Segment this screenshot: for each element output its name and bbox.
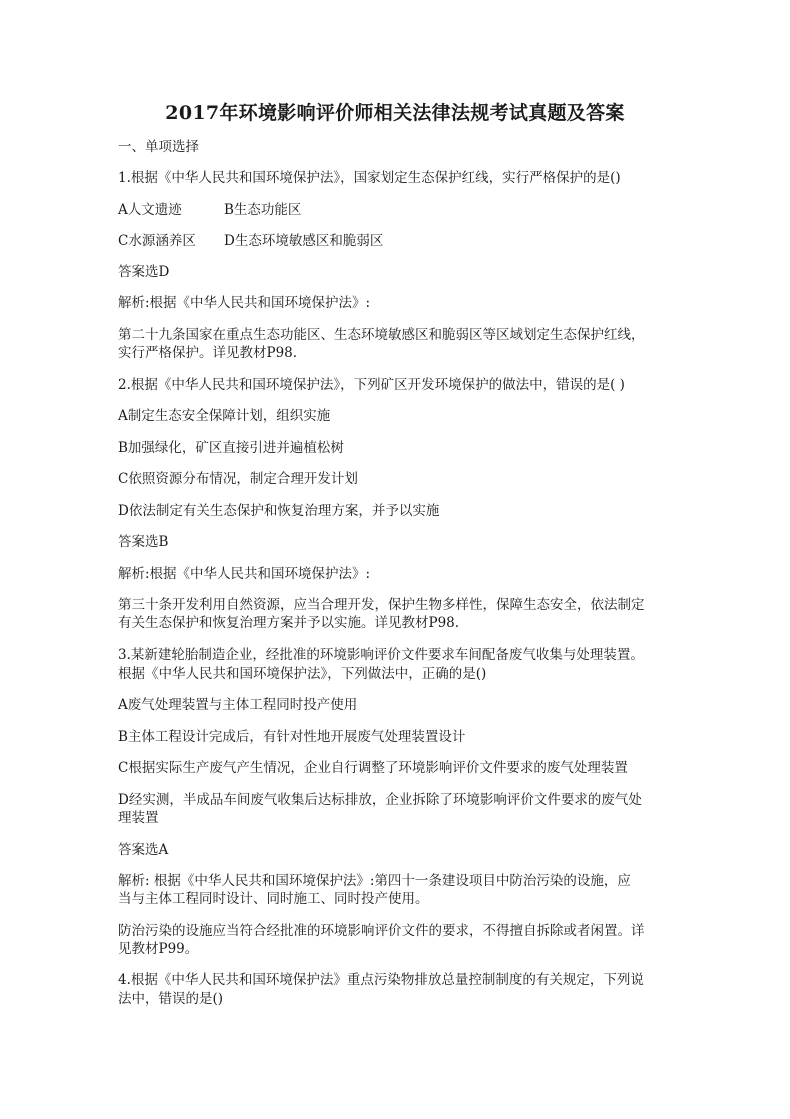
q2-stem: 2.根据《中华人民共和国环境保护法》，下列矿区开发环境保护的做法中，错误的是( )	[118, 377, 625, 393]
q2-answer: 答案选B	[118, 534, 169, 550]
section-heading: 一、单项选择	[118, 139, 199, 155]
q1-option-b: B生态功能区	[224, 202, 302, 218]
q2-explanation-line1: 第三十条开发利用自然资源，应当合理开发，保护生物多样性，保障生态安全，依法制定	[118, 597, 645, 613]
q2-option-b: B加强绿化，矿区直接引进并遍植松树	[118, 440, 344, 456]
q3-option-c: C根据实际生产废气产生情况，企业自行调整了环境影响评价文件要求的废气处理装置	[118, 760, 628, 776]
q1-option-d: D生态环境敏感区和脆弱区	[224, 233, 384, 249]
q1-stem: 1.根据《中华人民共和国环境保护法》，国家划定生态保护红线，实行严格保护的是()	[118, 170, 621, 186]
q3-option-d-line1: D经实测，半成品车间废气收集后达标排放，企业拆除了环境影响评价文件要求的废气处	[118, 792, 642, 808]
document-title: 2017年环境影响评价师相关法律法规考试真题及答案	[165, 102, 625, 124]
q3-explanation-line2: 见教材P99。	[118, 941, 199, 957]
q4-stem-line2: 法中，错误的是()	[118, 991, 224, 1007]
q1-explanation-line1: 第二十九条国家在重点生态功能区、生态环境敏感区和脆弱区等区域划定生态保护红线，	[118, 327, 645, 343]
q3-stem-line1: 3.某新建轮胎制造企业，经批准的环境影响评价文件要求车间配备废气收集与处理装置。	[118, 647, 644, 663]
q3-option-d-line2: 理装置	[118, 810, 159, 826]
q2-explanation-line2: 有关生态保护和恢复治理方案并予以实施。详见教材P98.	[118, 615, 460, 631]
q1-explanation-line2: 实行严格保护。详见教材P98.	[118, 345, 298, 361]
q1-option-c: C水源涵养区	[118, 233, 196, 249]
q3-analysis-line2: 当与主体工程同时设计、同时施工、同时投产使用。	[118, 891, 429, 907]
q1-answer: 答案选D	[118, 264, 170, 280]
q2-option-d: D依法制定有关生态保护和恢复治理方案，并予以实施	[118, 503, 440, 519]
q3-answer: 答案选A	[118, 842, 169, 858]
q3-analysis-line1: 解析: 根据《中华人民共和国环境保护法》:第四十一条建设项目中防治污染的设施，应	[118, 873, 631, 889]
q3-stem-line2: 根据《中华人民共和国环境保护法》，下列做法中，正确的是()	[118, 666, 487, 682]
q2-option-c: C依照资源分布情况，制定合理开发计划	[118, 471, 358, 487]
q2-option-a: A制定生态安全保障计划，组织实施	[118, 408, 331, 424]
q3-option-a: A废气处理装置与主体工程同时投产使用	[118, 697, 358, 713]
q1-option-a: A人文遗迹	[118, 202, 182, 218]
q2-analysis: 解析:根据《中华人民共和国环境保护法》:	[118, 566, 371, 582]
q3-option-b: B主体工程设计完成后，有针对性地开展废气处理装置设计	[118, 729, 466, 745]
q1-analysis: 解析:根据《中华人民共和国环境保护法》:	[118, 295, 371, 311]
q3-explanation-line1: 防治污染的设施应当符合经批准的环境影响评价文件的要求，不得擅自拆除或者闲置。详	[118, 923, 645, 939]
q4-stem-line1: 4.根据《中华人民共和国环境保护法》重点污染物排放总量控制制度的有关规定，下列说	[118, 972, 644, 988]
